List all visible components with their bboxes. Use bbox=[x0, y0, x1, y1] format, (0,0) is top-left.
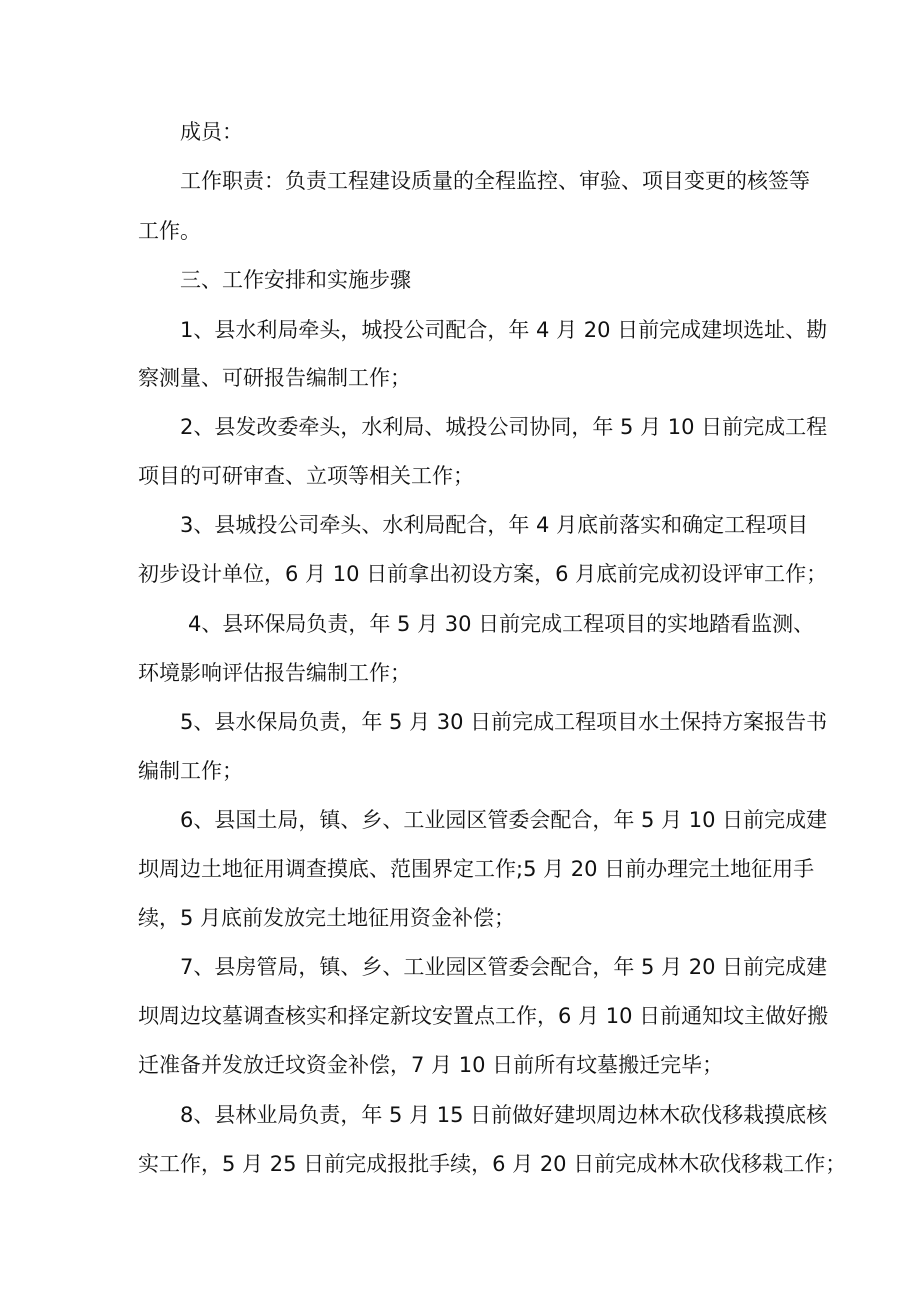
item-6-line-2: 坝周边土地征用调查摸底、范围界定工作;5 月 20 日前办理完土地征用手 bbox=[138, 857, 815, 881]
section-three-title: 三、工作安排和实施步骤 bbox=[180, 268, 411, 292]
item-1-line-1: 1、县水利局牵头，城投公司配合，年 4 月 20 日前完成建坝选址、勘 bbox=[180, 318, 828, 342]
item-4-line-2: 环境影响评估报告编制工作； bbox=[138, 661, 411, 685]
item-7-line-2: 坝周边坟墓调查核实和择定新坟安置点工作，6 月 10 日前通知坟主做好搬 bbox=[138, 1004, 829, 1028]
item-6-line-3: 续，5 月底前发放完土地征用资金补偿； bbox=[138, 906, 516, 930]
item-4-line-1: 4、县环保局负责，年 5 月 30 日前完成工程项目的实地踏看监测、 bbox=[188, 612, 815, 636]
duty-line-2: 工作。 bbox=[138, 219, 201, 243]
duty-line-1: 工作职责：负责工程建设质量的全程监控、审验、项目变更的核签等 bbox=[180, 169, 810, 193]
item-5-line-1: 5、县水保局负责，年 5 月 30 日前完成工程项目水土保持方案报告书 bbox=[180, 710, 828, 734]
item-7-line-3: 迁准备并发放迁坟资金补偿，7 月 10 日前所有坟墓搬迁完毕； bbox=[138, 1053, 724, 1077]
item-3-line-1: 3、县城投公司牵头、水利局配合，年 4 月底前落实和确定工程项目 bbox=[180, 513, 809, 537]
item-8-line-1: 8、县林业局负责，年 5 月 15 日前做好建坝周边林木砍伐移栽摸底核 bbox=[180, 1103, 828, 1127]
item-3-line-2: 初步设计单位，6 月 10 日前拿出初设方案，6 月底前完成初设评审工作； bbox=[138, 562, 828, 586]
item-6-line-1: 6、县国土局，镇、乡、工业园区管委会配合，年 5 月 10 日前完成建 bbox=[180, 808, 828, 832]
item-2-line-2: 项目的可研审查、立项等相关工作； bbox=[138, 464, 474, 488]
members-label: 成员： bbox=[180, 120, 243, 144]
item-2-line-1: 2、县发改委牵头，水利局、城投公司协同，年 5 月 10 日前完成工程 bbox=[180, 415, 828, 439]
item-5-line-2: 编制工作； bbox=[138, 759, 243, 783]
item-1-line-2: 察测量、可研报告编制工作； bbox=[138, 366, 411, 390]
item-7-line-1: 7、县房管局，镇、乡、工业园区管委会配合，年 5 月 20 日前完成建 bbox=[180, 955, 828, 979]
item-8-line-2: 实工作，5 月 25 日前完成报批手续，6 月 20 日前完成林木砍伐移栽工作； bbox=[138, 1152, 847, 1176]
